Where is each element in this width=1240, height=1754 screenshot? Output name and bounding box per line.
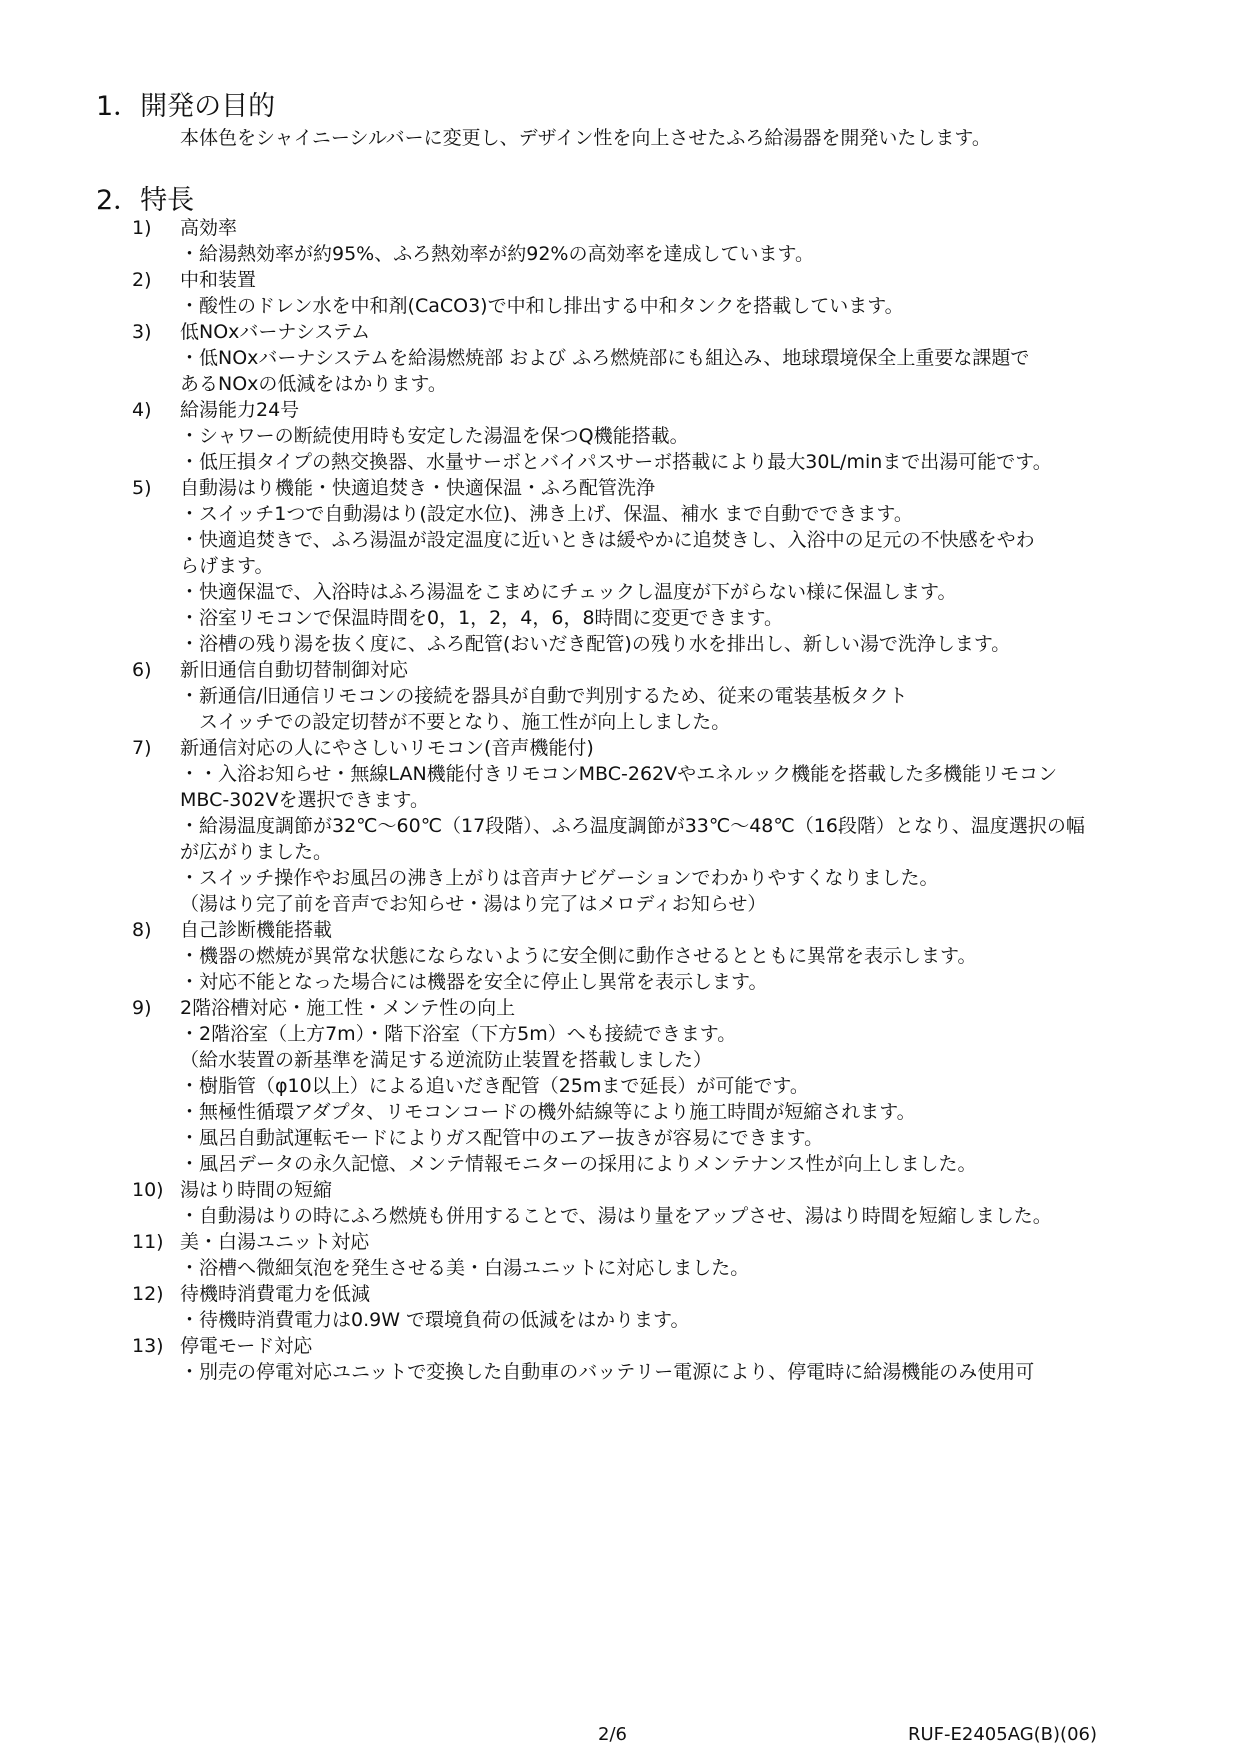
feature-text-line: （湯はり完了前を音声でお知らせ・湯はり完了はメロディお知らせ） (180, 893, 767, 915)
feature-text-line: が広がりました。 (180, 841, 333, 863)
feature-text-line: ・新通信/旧通信リモコンの接続を器具が自動で判別するため、従来の電装基板タクト (180, 685, 908, 707)
feature-number: 13) (132, 1335, 164, 1357)
feature-heading-row (0, 995, 1240, 1021)
page-number: 2/6 (598, 1724, 627, 1745)
feature-item (0, 397, 1240, 475)
feature-heading-row (0, 657, 1240, 683)
feature-text-line: ・給湯熱効率が約95%、ふろ熱効率が約92%の高効率を達成しています。 (180, 243, 814, 265)
feature-item (0, 657, 1240, 735)
feature-number: 2) (132, 269, 152, 291)
feature-heading-row (0, 735, 1240, 761)
feature-heading: 美・白湯ユニット対応 (180, 1231, 370, 1253)
feature-heading-row (0, 1229, 1240, 1255)
feature-heading-row (0, 1281, 1240, 1307)
feature-text-line: ・自動湯はりの時にふろ燃焼も併用することで、湯はり量をアップさせ、湯はり時間を短縮しました。 (180, 1205, 1052, 1227)
feature-text-line: ・2階浴室（上方7m）・階下浴室（下方5m）へも接続できます。 (180, 1023, 737, 1045)
feature-heading-row (0, 397, 1240, 423)
feature-text-line: ・酸性のドレン水を中和剤(CaCO3)で中和し排出する中和タンクを搭載しています。 (180, 295, 904, 317)
feature-text-line: MBC-302Vを選択できます。 (180, 789, 429, 811)
feature-text-line: ・樹脂管（φ10以上）による追いだき配管（25mまで延長）が可能です。 (180, 1075, 809, 1097)
feature-text-line: ・快適保温で、入浴時はふろ湯温をこまめにチェックし温度が下がらない様に保温します。 (180, 581, 957, 603)
feature-number: 3) (132, 321, 152, 343)
feature-text-line: ・対応不能となった場合には機器を安全に停止し異常を表示します。 (180, 971, 768, 993)
feature-heading: 自己診断機能搭載 (180, 919, 333, 941)
feature-text-line: ・・入浴お知らせ・無線LAN機能付きリモコンMBC-262Vやエネルック機能を搭載した多機能リモコン (180, 763, 1058, 785)
feature-number: 11) (132, 1231, 164, 1253)
feature-text-line: ・スイッチ操作やお風呂の沸き上がりは音声ナビゲーションでわかりやすくなりました。 (180, 867, 939, 889)
feature-item (0, 995, 1240, 1177)
feature-heading-row (0, 215, 1240, 241)
feature-heading: 中和装置 (180, 269, 257, 291)
feature-text-line: ・シャワーの断続使用時も安定した湯温を保つQ機能搭載。 (180, 425, 689, 447)
feature-number: 4) (132, 399, 152, 421)
feature-item (0, 1281, 1240, 1333)
feature-heading: 高効率 (180, 217, 238, 239)
feature-text-line: ・機器の燃焼が異常な状態にならないように安全側に動作させるとともに異常を表示します。 (180, 945, 977, 967)
feature-text-line: ・快適追焚きで、ふろ湯温が設定温度に近いときは緩やかに追焚きし、入浴中の足元の不快感をやわ (180, 529, 1035, 551)
feature-heading-row (0, 267, 1240, 293)
feature-text-line: ・無極性循環アダプタ、リモコンコードの機外結線等により施工時間が短縮されます。 (180, 1101, 916, 1123)
feature-text-line: ・浴室リモコンで保温時間を0，1，2，4，6，8時間に変更できます。 (180, 607, 784, 629)
feature-item (0, 475, 1240, 657)
feature-number: 10) (132, 1179, 164, 1201)
feature-item (0, 1229, 1240, 1281)
feature-item (0, 319, 1240, 397)
feature-text-line: スイッチでの設定切替が不要となり、施工性が向上しました。 (180, 711, 731, 733)
feature-heading: 新旧通信自動切替制御対応 (180, 659, 409, 681)
feature-item (0, 917, 1240, 995)
feature-item (0, 735, 1240, 917)
feature-text-line: ・スイッチ1つで自動湯はり(設定水位)、沸き上げ、保温、補水 まで自動でできます。 (180, 503, 913, 525)
feature-number: 5) (132, 477, 152, 499)
feature-text-line: ・別売の停電対応ユニットで変換した自動車のバッテリー電源により、停電時に給湯機能のみ使用可 (180, 1361, 1035, 1383)
feature-number: 8) (132, 919, 152, 941)
feature-heading: 2階浴槽対応・施工性・メンテ性の向上 (180, 997, 516, 1019)
feature-text-line: （給水装置の新基準を満足する逆流防止装置を搭載しました） (180, 1049, 713, 1071)
feature-text-line: あるNOxの低減をはかります。 (180, 373, 447, 395)
feature-text-line: ・風呂自動試運転モードによりガス配管中のエアー抜きが容易にできます。 (180, 1127, 824, 1149)
feature-heading-row (0, 319, 1240, 345)
feature-number: 6) (132, 659, 152, 681)
feature-item (0, 1177, 1240, 1229)
feature-heading-row (0, 917, 1240, 943)
feature-number: 1) (132, 217, 152, 239)
feature-text-line: ・浴槽へ微細気泡を発生させる美・白湯ユニットに対応しました。 (180, 1257, 750, 1279)
feature-item (0, 1333, 1240, 1385)
document-code: RUF-E2405AG(B)(06) (908, 1724, 1097, 1745)
feature-heading: 待機時消費電力を低減 (180, 1283, 371, 1305)
feature-text-line: ・低NOxバーナシステムを給湯燃焼部 および ふろ燃焼部にも組込み、地球環境保全上重要な課題で (180, 347, 1030, 369)
feature-text-line: ・低圧損タイプの熱交換器、水量サーボとバイパスサーボ搭載により最大30L/minまで出湯可能です。 (180, 451, 1052, 473)
feature-number: 9) (132, 997, 152, 1019)
feature-heading: 新通信対応の人にやさしいリモコン(音声機能付) (180, 737, 594, 759)
feature-text-line: ・浴槽の残り湯を抜く度に、ふろ配管(おいだき配管)の残り水を排出し、新しい湯で洗浄します。 (180, 633, 1011, 655)
feature-list (0, 215, 1240, 1385)
section1-title: 1．開発の目的 (96, 91, 276, 122)
section2-title: 2．特長 (96, 185, 195, 216)
feature-heading-row (0, 1333, 1240, 1359)
feature-text-line: ・給湯温度調節が32℃～60℃（17段階）、ふろ温度調節が33℃～48℃（16段階）となり、温度選択の幅 (180, 815, 1085, 837)
feature-heading-row (0, 1177, 1240, 1203)
feature-heading: 自動湯はり機能・快適追焚き・快適保温・ふろ配管洗浄 (180, 477, 656, 499)
feature-heading: 停電モード対応 (180, 1335, 313, 1357)
feature-heading: 給湯能力24号 (180, 399, 300, 421)
section1-body: 本体色をシャイニーシルバーに変更し、デザイン性を向上させたふろ給湯器を開発いたします。 (180, 127, 991, 149)
feature-text-line: ・風呂データの永久記憶、メンテ情報モニターの採用によりメンテナンス性が向上しました。 (180, 1153, 977, 1175)
feature-heading: 低NOxバーナシステム (180, 321, 371, 343)
feature-number: 7) (132, 737, 152, 759)
feature-item (0, 215, 1240, 267)
feature-item (0, 267, 1240, 319)
feature-text-line: らげます。 (180, 555, 274, 577)
feature-heading: 湯はり時間の短縮 (180, 1179, 333, 1201)
feature-number: 12) (132, 1283, 164, 1305)
feature-text-line: ・待機時消費電力は0.9W で環境負荷の低減をはかります。 (180, 1309, 690, 1331)
feature-heading-row (0, 475, 1240, 501)
